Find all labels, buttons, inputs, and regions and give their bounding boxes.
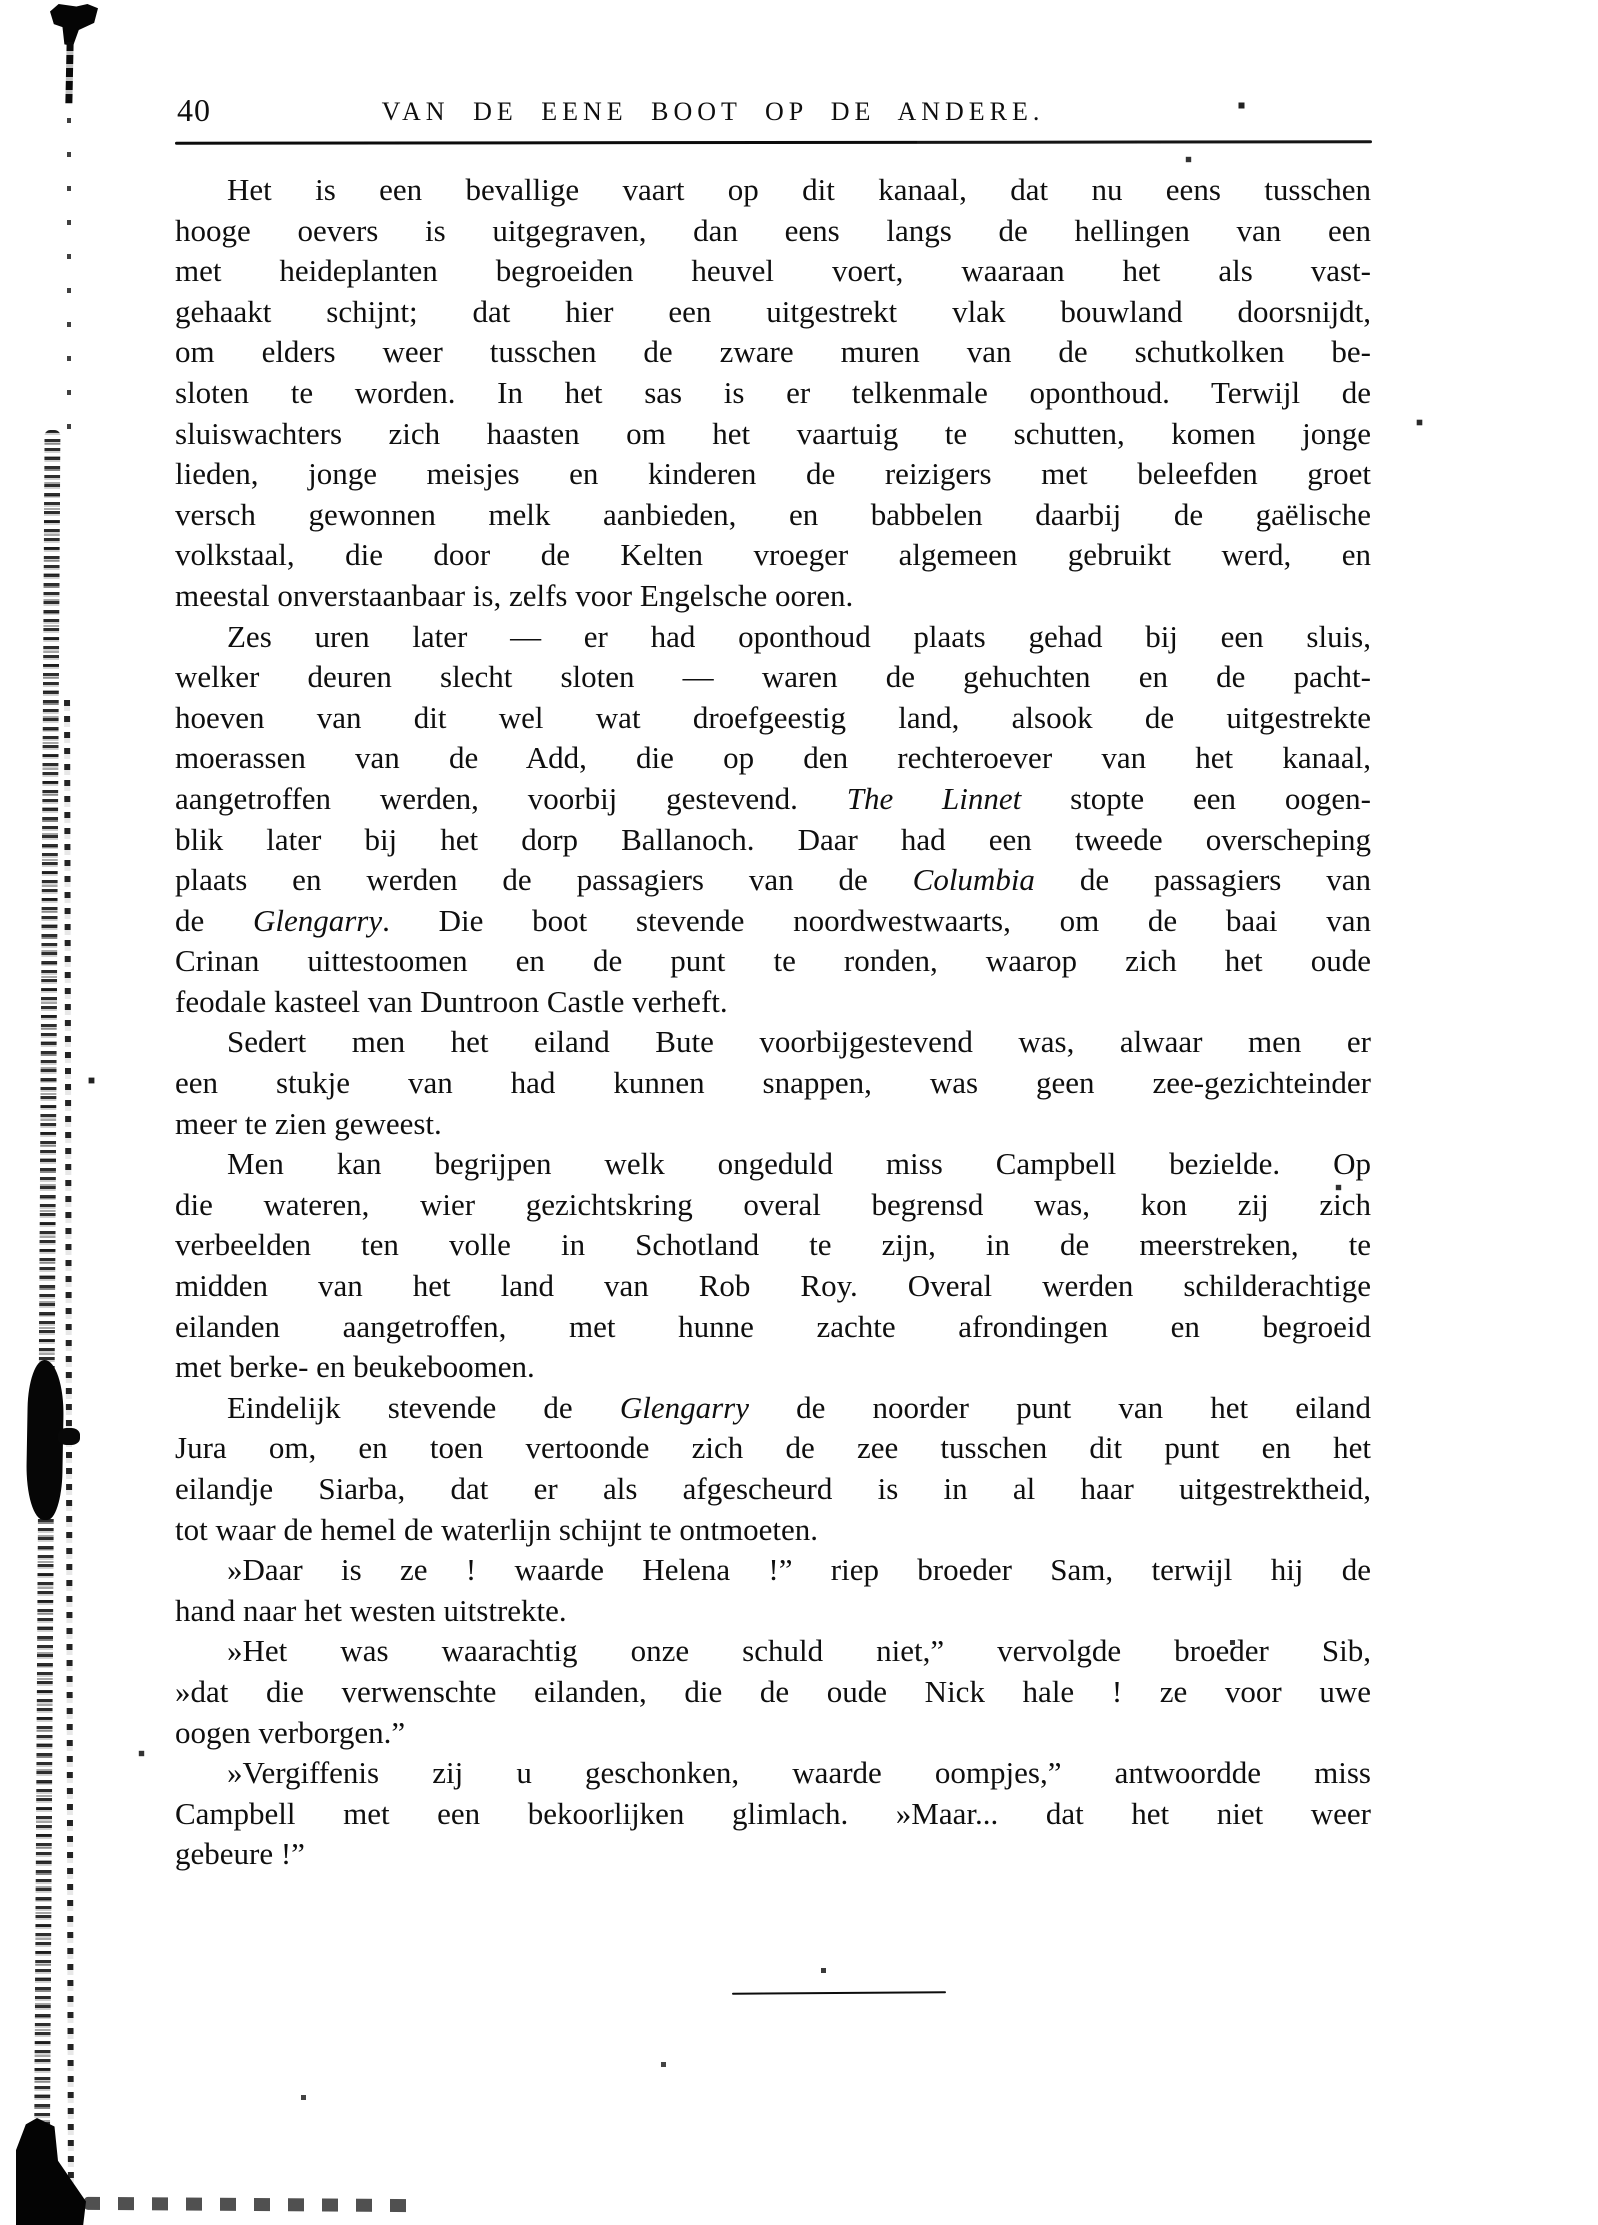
text-line bbox=[175, 1753, 1371, 1794]
text-segment: »dat die verwenschte eilanden, die de oude Nick hale ! ze voor uwe bbox=[175, 1673, 1371, 1709]
text-line bbox=[175, 657, 1371, 698]
text-line bbox=[175, 1428, 1371, 1469]
text-line bbox=[175, 1185, 1371, 1226]
scan-artifact-binding-strip-2 bbox=[64, 700, 74, 2200]
text-line bbox=[175, 251, 1371, 292]
text-line bbox=[175, 535, 1371, 576]
ship-name-italic: The Linnet bbox=[846, 780, 1022, 816]
text-segment: met heideplanten begroeiden heuvel voert, waaraan het als vast- bbox=[175, 253, 1371, 289]
ship-name-italic: Glengarry bbox=[619, 1389, 749, 1425]
text-segment: meestal onverstaanbaar is, zelfs voor Engelsche ooren. bbox=[175, 577, 854, 613]
text-segment: midden van het land van Rob Roy. Overal werden schilderachtige bbox=[175, 1268, 1371, 1304]
text-segment: de bbox=[175, 902, 253, 938]
text-line bbox=[175, 292, 1371, 333]
text-segment: Zes uren later — er had oponthoud plaats gehad bij een sluis, bbox=[227, 618, 1371, 654]
page-header bbox=[175, 90, 1371, 136]
text-segment: eilanden aangetroffen, met hunne zachte afrondingen en begroeid bbox=[175, 1308, 1371, 1344]
text-line bbox=[175, 1672, 1371, 1713]
text-line bbox=[175, 738, 1371, 779]
scan-artifact-top-blob bbox=[50, 4, 98, 46]
text-line bbox=[175, 373, 1371, 414]
text-segment: die wateren, wier gezichtskring overal begrensd was, kon zij zich bbox=[175, 1186, 1371, 1222]
scan-artifact-specks bbox=[0, 0, 3, 3]
scan-artifact-top-tail bbox=[65, 42, 73, 104]
text-segment: hooge oevers is uitgegraven, dan eens langs de hellingen van een bbox=[175, 212, 1371, 248]
text-line bbox=[175, 1307, 1371, 1348]
text-segment: welker deuren slecht sloten — waren de gehuchten en de pacht- bbox=[175, 659, 1371, 695]
text-line bbox=[175, 1022, 1371, 1063]
text-segment: meer te zien geweest. bbox=[175, 1105, 442, 1141]
text-segment: lieden, jonge meisjes en kinderen de reizigers met beleefden groet bbox=[175, 456, 1371, 492]
scan-artifact-bottom-smear bbox=[84, 2197, 414, 2212]
text-line bbox=[175, 211, 1371, 252]
text-segment: met berke- en beukeboomen. bbox=[175, 1349, 535, 1385]
text-segment: oogen verborgen.” bbox=[175, 1714, 406, 1750]
text-segment: sloten te worden. In het sas is er telkenmale oponthoud. Terwijl de bbox=[175, 374, 1371, 410]
text-line bbox=[175, 1347, 1371, 1388]
text-segment: Crinan uittestoomen en de punt te ronden, waarop zich het oude bbox=[175, 943, 1371, 979]
text-segment: de noorder punt van het eiland bbox=[748, 1389, 1371, 1425]
text-line bbox=[175, 698, 1371, 739]
text-segment: »Daar is ze ! waarde Helena !” riep broeder Sam, terwijl hij de bbox=[227, 1552, 1371, 1588]
scan-artifact-binding-strip bbox=[34, 430, 61, 2225]
header-rule bbox=[175, 140, 1372, 144]
text-line bbox=[175, 1104, 1371, 1145]
text-segment: hand naar het westen uitstrekte. bbox=[175, 1592, 567, 1628]
text-segment: hoeven van dit wel wat droefgeestig land, alsook de uitgestrekte bbox=[175, 699, 1371, 735]
text-line bbox=[175, 576, 1371, 617]
text-line bbox=[175, 1550, 1371, 1591]
text-segment: eilandje Siarba, dat er als afgescheurd is in al haar uitgestrektheid, bbox=[175, 1471, 1371, 1506]
ship-name-italic: Glengarry bbox=[252, 902, 383, 938]
text-segment: versch gewonnen melk aanbieden, en babbelen daarbij de gaëlische bbox=[175, 496, 1371, 532]
text-segment: om elders weer tusschen de zware muren van de schutkolken be- bbox=[175, 334, 1371, 370]
text-line bbox=[175, 1144, 1371, 1185]
text-segment: Men kan begrijpen welk ongeduld miss Campbell bezielde. Op bbox=[227, 1146, 1371, 1182]
text-segment: Campbell met een bekoorlijken glimlach. »Maar... dat het niet weer bbox=[175, 1795, 1371, 1831]
text-line bbox=[175, 617, 1371, 658]
text-line bbox=[175, 454, 1371, 495]
text-segment: Jura om, en toen vertoonde zich de zee tusschen dit punt en het bbox=[175, 1430, 1371, 1466]
text-line bbox=[175, 1834, 1371, 1875]
text-segment: feodale kasteel van Duntroon Castle verheft. bbox=[175, 983, 728, 1019]
text-line bbox=[175, 414, 1371, 455]
text-segment: volkstaal, die door de Kelten vroeger algemeen gebruikt werd, en bbox=[175, 537, 1371, 573]
scan-artifact-mid-spur bbox=[58, 1428, 80, 1445]
text-segment: plaats en werden de passagiers van de bbox=[175, 862, 913, 898]
text-segment: »Vergiffenis zij u geschonken, waarde oompjes,” antwoordde miss bbox=[227, 1755, 1371, 1791]
text-line bbox=[175, 860, 1371, 901]
text-segment: . Die boot stevende noordwestwaarts, om de baai van bbox=[382, 902, 1371, 938]
text-line bbox=[175, 1591, 1371, 1632]
ship-name-italic: Columbia bbox=[912, 862, 1035, 898]
text-line bbox=[175, 1388, 1371, 1429]
text-line bbox=[175, 332, 1371, 373]
text-segment: Sedert men het eiland Bute voorbijgestevend was, alwaar men er bbox=[227, 1024, 1371, 1060]
text-line bbox=[175, 1510, 1371, 1551]
text-segment: sluiswachters zich haasten om het vaartuig te schutten, komen jonge bbox=[175, 415, 1371, 451]
text-line bbox=[175, 901, 1371, 942]
text-segment: tot waar de hemel de waterlijn schijnt te ontmoeten. bbox=[175, 1511, 819, 1547]
text-line bbox=[175, 1713, 1371, 1754]
text-line bbox=[175, 495, 1371, 536]
page-number: 40 bbox=[177, 92, 211, 128]
text-line bbox=[175, 1794, 1371, 1835]
scan-artifact-sparse-strip bbox=[67, 118, 71, 438]
text-line bbox=[175, 1631, 1371, 1672]
text-segment: gebeure !” bbox=[175, 1836, 305, 1872]
text-line bbox=[175, 779, 1371, 820]
text-segment: »Het was waarachtig onze schuld niet,” vervolgde broeder Sib, bbox=[227, 1633, 1371, 1669]
scan-artifact-mid-blob bbox=[26, 1360, 65, 1521]
text-segment: stopte een oogen- bbox=[1021, 780, 1371, 816]
text-segment: aangetroffen werden, voorbij gestevend. bbox=[175, 780, 847, 816]
text-segment: gehaakt schijnt; dat hier een uitgestrekt vlak bouwland doorsnijdt, bbox=[175, 293, 1371, 329]
text-segment: Eindelijk stevende de bbox=[227, 1389, 620, 1425]
body-text bbox=[175, 170, 1371, 1875]
text-line bbox=[175, 941, 1371, 982]
text-segment: de passagiers van bbox=[1034, 862, 1371, 898]
section-divider-rule bbox=[732, 1991, 946, 1994]
text-line bbox=[175, 1469, 1371, 1510]
text-line bbox=[175, 982, 1371, 1023]
text-line bbox=[175, 1225, 1371, 1266]
text-segment: Het is een bevallige vaart op dit kanaal, dat nu eens tusschen bbox=[227, 172, 1371, 207]
text-line bbox=[175, 1063, 1371, 1104]
text-segment: blik later bij het dorp Ballanoch. Daar had een tweede overscheping bbox=[175, 821, 1371, 857]
text-segment: verbeelden ten volle in Schotland te zijn, in de meerstreken, te bbox=[175, 1227, 1371, 1263]
text-line bbox=[175, 1266, 1371, 1307]
text-line bbox=[175, 820, 1371, 861]
scan-artifact-corner-blob bbox=[16, 2118, 86, 2225]
text-segment: moerassen van de Add, die op den rechteroever van het kanaal, bbox=[175, 740, 1371, 776]
text-segment: een stukje van had kunnen snappen, was geen zee-gezichteinder bbox=[175, 1065, 1371, 1101]
text-line bbox=[175, 170, 1371, 211]
running-header-title: VAN DE EENE BOOT OP DE ANDERE. bbox=[381, 97, 1045, 126]
